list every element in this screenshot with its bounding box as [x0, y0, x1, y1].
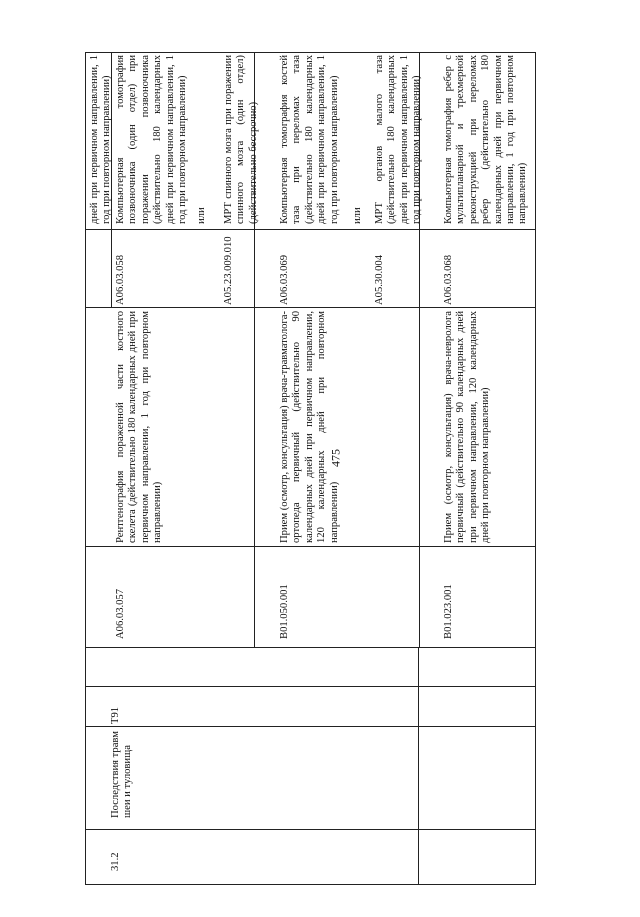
service-code: B01.050.001 [279, 584, 290, 639]
row-divider [418, 648, 419, 885]
alt-service-description: МРТ органов малого таза (действительно 180 календарных дней при первичном направлении, 1 год при повторном направлении) [374, 55, 423, 224]
alt-service-description: Компьютерная томография костей таза при переломах таза (действительно 180 календарных дней при первичном направлении, 1 год при повторном направлении) [279, 55, 340, 224]
column-divider [85, 546, 536, 547]
column-divider [85, 829, 536, 830]
column-divider [85, 726, 536, 727]
table-border-bottom [535, 52, 536, 885]
alt-service-code: A06.03.069 [279, 254, 290, 305]
column-divider [85, 647, 536, 648]
service-code: A06.03.057 [115, 588, 126, 639]
table-border-top [85, 52, 86, 885]
alt-service-code: A05.30.004 [374, 254, 385, 305]
table-frame [85, 52, 536, 885]
alt-service-description: МРТ спинного мозга при поражении спинного мозга (один отдел) (действительно бессрочно) [223, 55, 259, 224]
column-divider [85, 307, 536, 308]
service-description: Прием (осмотр, консультация) врача-невролога первичный (действительно 90 календарных дней при первичном направлении, 120 календарных дней при повторном направлении) [443, 311, 492, 543]
or-label: или [196, 207, 207, 224]
column-divider [85, 686, 536, 687]
table-border-right [85, 52, 536, 53]
service-code: B01.023.001 [443, 584, 454, 639]
services-table [85, 52, 536, 885]
icd-code: T91 [110, 706, 121, 724]
prev-continuation-text: дней при первичном направлении, 1 год при повторном направлении) [89, 55, 113, 224]
table-border-left [85, 884, 536, 885]
alt-service-description: Компьютерная томография ребер с мультипланарной и трехмерной реконструкцией при переломах ребер (действительно 180 календарных дней при первичном направлении, 1 год при повторном направлении) [443, 55, 529, 224]
or-label: или [352, 207, 363, 224]
page-number: 475 [328, 449, 343, 467]
service-description: Рентгенография пораженной части костного скелета (действительно 180 календарных дней при первичном направлении, 1 год при повторном направлении) [115, 311, 164, 543]
row-number: 31.2 [110, 852, 121, 871]
column-divider [85, 229, 536, 230]
diagnosis-name: Последствия травм шеи и туловища [110, 731, 134, 818]
alt-service-code: A06.03.068 [443, 254, 454, 305]
alt-service-code: A06.03.058 [115, 254, 126, 305]
alt-service-code: A05.23.009.010 [223, 236, 234, 305]
service-description: Прием (осмотр, консультация) врача-травматолога-ортопеда первичный (действительно 90 календарных дней при первичном направлении, 120 календарных дней при повторном направлении) [279, 311, 340, 543]
alt-service-description: Компьютерная томография позвоночника (один отдел) при поражении позвоночника (действительно 180 календарных дней при первичном направлении, 1 год при повторном направлении) [115, 55, 189, 224]
